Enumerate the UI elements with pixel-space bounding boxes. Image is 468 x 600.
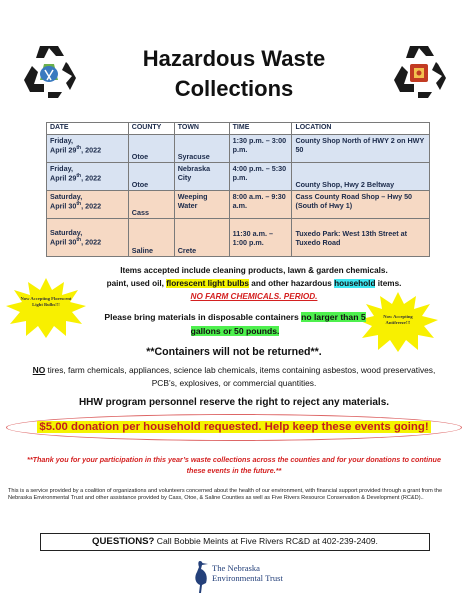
location-cell: County Shop, Hwy 2 Beltway	[292, 163, 430, 191]
table-header-row	[47, 123, 430, 135]
questions-contact: Call Bobbie Meints at Five Rivers RC&D at 402-239-2409.	[154, 536, 378, 546]
title-line-2: Collections	[174, 76, 294, 101]
table-row	[47, 219, 430, 257]
table-row	[47, 163, 430, 191]
title-line-1: Hazardous Waste	[142, 46, 326, 71]
environmental-trust-logo	[190, 557, 300, 597]
county-cell: Otoe	[128, 163, 174, 191]
questions-box	[40, 533, 430, 551]
town-cell: Weeping Water	[174, 191, 229, 219]
items-line-2: paint, used oil, florescent light bulbs and other hazardous household items.	[106, 279, 402, 288]
column-header: TIME	[229, 123, 292, 135]
date-cell: Friday, April 29th, 2022	[47, 163, 129, 191]
recycle-hazard-logo-icon	[18, 40, 80, 102]
trust-name: The Nebraska Environmental Trust	[212, 563, 283, 583]
county-cell: Saline	[128, 219, 174, 257]
town-cell: Syracuse	[174, 135, 229, 163]
column-header: DATE	[47, 123, 129, 135]
date-cell: Saturday, April 30th, 2022	[47, 219, 129, 257]
county-cell: Cass	[128, 191, 174, 219]
time-cell: 11:30 a.m. – 1:00 p.m.	[229, 219, 292, 257]
burst-text: Now Accepting Antifreeze!!!	[383, 314, 413, 325]
donation-request	[6, 414, 462, 441]
date-cell: Saturday, April 30th, 2022	[47, 191, 129, 219]
heron-icon	[190, 559, 210, 595]
time-cell: 4:00 p.m. – 5:30 p.m.	[229, 163, 292, 191]
column-header: COUNTY	[128, 123, 174, 135]
donation-text: $5.00 donation per household requested. Help keep these events going!	[39, 421, 429, 433]
date-cell: Friday, April 29th, 2022	[47, 135, 129, 163]
thank-you-note: **Thank you for your participation in this year’s waste collections across the counties and for your donations to continue these events in the future.**	[27, 455, 441, 475]
containers-not-returned: **Containers will not be returned**.	[146, 346, 322, 358]
items-line-1: Items accepted include cleaning products, lawn & garden chemicals.	[120, 266, 388, 275]
starburst-badge-right	[356, 292, 440, 352]
service-disclaimer: This is a service provided by a coalition of organizations and volunteers concerned about the health of our environment, with financial support provided through a grant from the Nebraska Environmental Trust and other assistance provided by Cass, Otoe, & Saline Counties as well as Five Rivers Resource Conservation & Development (RC&D)..	[8, 488, 443, 502]
location-cell: Cass County Road Shop – Hwy 50 (South of Hwy 1)	[292, 191, 430, 219]
table-row	[47, 135, 430, 163]
burst-text: Now Accepting Florescent Light Bulbs!!!	[20, 296, 72, 307]
excluded-items: NO tires, farm chemicals, appliances, science lab chemicals, items containing asbestos, wood preservatives, PCB’s, explosives, or commercial quantities.	[32, 365, 436, 388]
container-size-notice: Please bring materials in disposable containers no larger than 5 gallons or 50 pounds.	[104, 312, 366, 336]
questions-label: QUESTIONS?	[92, 536, 155, 547]
recycle-hazard-logo-icon	[388, 40, 450, 102]
time-cell: 8:00 a.m. – 9:30 a.m.	[229, 191, 292, 219]
schedule-table	[46, 122, 430, 257]
starburst-badge-left	[4, 278, 88, 338]
county-cell: Otoe	[128, 135, 174, 163]
page-title	[90, 44, 378, 104]
header	[0, 30, 468, 120]
location-cell: County Shop North of HWY 2 on HWY 50	[292, 135, 430, 163]
table-row	[47, 191, 430, 219]
column-header: LOCATION	[292, 123, 430, 135]
column-header: TOWN	[174, 123, 229, 135]
no-farm-chemicals-warning: NO FARM CHEMICALS. PERIOD.	[190, 292, 318, 301]
time-cell: 1:30 p.m. – 3:00 p.m.	[229, 135, 292, 163]
town-cell: Nebraska City	[174, 163, 229, 191]
reserve-right-notice: HHW program personnel reserve the right to reject any materials.	[78, 397, 390, 408]
town-cell: Crete	[174, 219, 229, 257]
location-cell: Tuxedo Park: West 13th Street at Tuxedo Road	[292, 219, 430, 257]
